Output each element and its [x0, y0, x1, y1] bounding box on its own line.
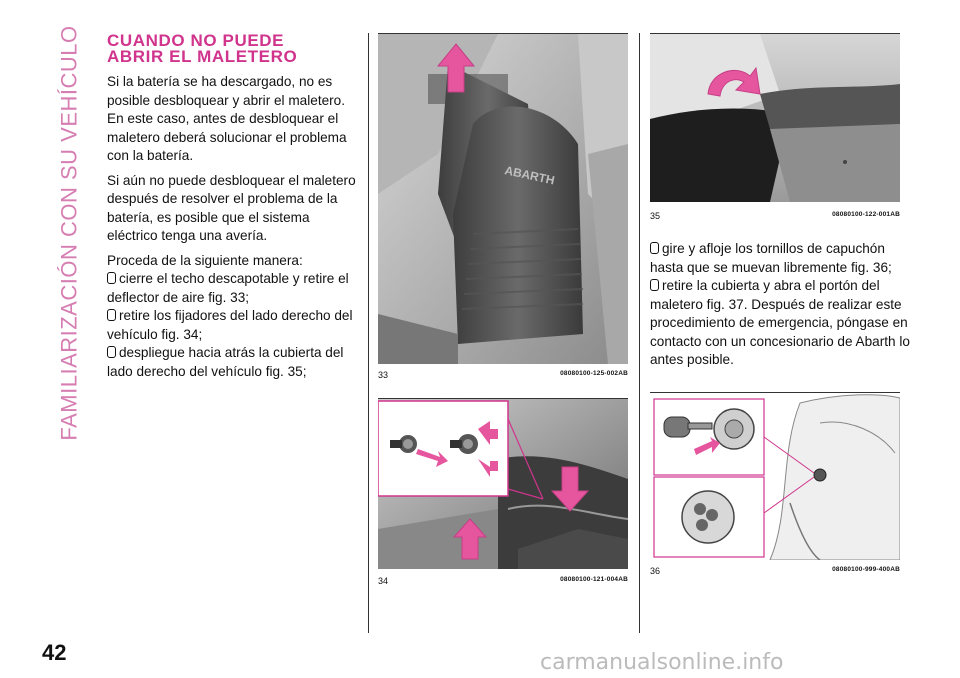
seat-illustration — [378, 34, 628, 364]
side-tab — [56, 24, 84, 441]
figure-number: 35 — [650, 211, 661, 221]
bullet-icon — [107, 346, 116, 358]
bullet-icon — [107, 272, 116, 284]
column-divider — [368, 33, 369, 633]
figure-code: 08080100-999-400AB — [832, 566, 900, 573]
figure-34 — [378, 399, 628, 569]
figure-caption — [650, 566, 900, 576]
paragraph: Proceda de la siguiente manera: — [107, 252, 303, 268]
figure-code: 08080100-125-002AB — [560, 370, 628, 377]
step-text: despliegue hacia atrás la cubierta del lado derecho del vehículo fig. 35; — [107, 345, 344, 379]
column-divider — [639, 33, 640, 633]
figure-caption — [650, 211, 900, 221]
section-title — [107, 33, 362, 65]
figure-number: 33 — [378, 370, 389, 380]
step-item — [107, 307, 362, 344]
bullet-icon — [650, 242, 659, 254]
figure-caption — [378, 576, 628, 586]
fasteners-illustration — [378, 399, 628, 569]
watermark: carmanualsonline.info — [540, 650, 784, 675]
side-tab-label: FAMILIARIZACIÓN CON SU VEHÍCULO — [57, 24, 83, 441]
paragraph: Si la batería se ha descargado, no es posible desbloquear y abrir el maletero. En este caso, antes de desbloquear el maletero deberá solucionar el problema con la batería. — [107, 74, 347, 163]
badge-text: ABARTH — [503, 163, 556, 188]
cover-illustration — [650, 34, 900, 202]
text-column-right — [650, 240, 910, 370]
step-item — [650, 277, 910, 370]
step-text: retire los fijadores del lado derecho del vehículo fig. 34; — [107, 308, 353, 342]
screw-illustration — [650, 393, 900, 560]
figure-number: 36 — [650, 566, 661, 576]
figure-33 — [378, 34, 628, 364]
step-item — [650, 240, 910, 277]
step-text: cierre el techo descapotable y retire el deflector de aire fig. 33; — [107, 271, 349, 305]
text-column-left — [107, 33, 362, 381]
figure-36 — [650, 393, 900, 560]
section-title-line1: CUANDO NO PUEDE — [107, 31, 285, 50]
page-number: 42 — [42, 640, 67, 665]
bullet-icon — [107, 309, 116, 321]
figure-caption — [378, 370, 628, 380]
figure-code: 08080100-122-001AB — [832, 211, 900, 218]
paragraph: Si aún no puede desbloquear el maletero después de resolver el problema de la batería, es posible que el sistema eléctrico tenga una avería. — [107, 172, 356, 243]
bullet-icon — [650, 279, 659, 291]
step-text: gire y afloje los tornillos de capuchón hasta que se muevan libremente fig. 36; — [650, 241, 892, 275]
step-item — [107, 270, 362, 307]
step-item — [107, 344, 362, 381]
figure-number: 34 — [378, 576, 389, 586]
figure-code: 08080100-121-004AB — [560, 576, 628, 583]
section-title-line2: ABRIR EL MALETERO — [107, 47, 298, 66]
step-text: retire la cubierta y abra el portón del maletero fig. 37. Después de realizar este procedimiento de emergencia, póngase en contacto con un concesionario de Abarth lo antes posible. — [650, 278, 910, 367]
figure-35 — [650, 34, 900, 202]
